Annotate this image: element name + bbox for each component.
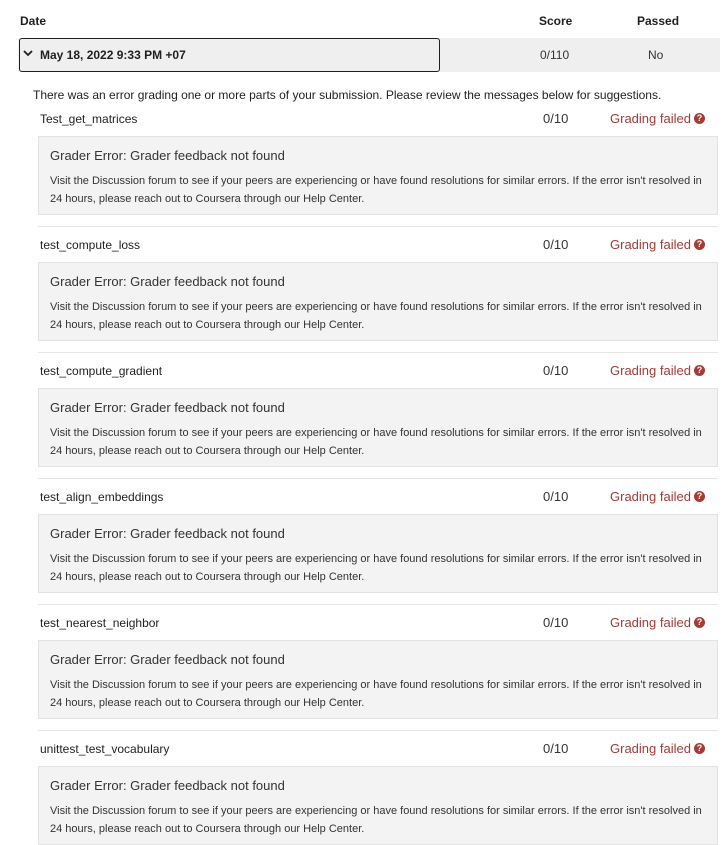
header-passed: Passed [637,14,680,28]
grader-error-box [38,136,718,215]
status-label: Grading failed [610,237,691,252]
help-icon[interactable]: ? [694,239,705,250]
status-label: Grading failed [610,489,691,504]
error-message: Visit the Discussion forum to see if your peers are experiencing or have found resolutions for similar errors. If the error isn't resolved in 24 hours, please reach out to Coursera through our Help Center. [50,805,702,835]
error-title: Grader Error: Grader feedback not found [50,274,285,289]
grader-error-box [38,640,718,719]
submission-score: 0/110 [540,48,570,62]
error-title: Grader Error: Grader feedback not found [50,652,285,667]
test-score: 0/10 [543,111,569,126]
test-score: 0/10 [543,615,569,630]
header-score: Score [539,14,573,28]
test-name: unittest_test_vocabulary [40,742,170,756]
test-result [0,108,728,234]
grader-error-box [38,766,718,845]
submission-passed: No [648,48,664,62]
grader-error-box [38,388,718,467]
error-title: Grader Error: Grader feedback not found [50,400,285,415]
divider [38,730,718,731]
submission-row [18,38,720,72]
test-name: Test_get_matrices [40,112,138,126]
test-status [610,237,705,252]
test-results-list [0,108,728,845]
test-name: test_nearest_neighbor [40,616,160,630]
test-status [610,363,705,378]
test-score: 0/10 [543,741,569,756]
help-icon[interactable]: ? [694,113,705,124]
test-result [0,612,728,738]
test-result [0,486,728,612]
status-label: Grading failed [610,111,691,126]
status-label: Grading failed [610,741,691,756]
test-result [0,738,728,845]
error-message: Visit the Discussion forum to see if your peers are experiencing or have found resolutions for similar errors. If the error isn't resolved in 24 hours, please reach out to Coursera through our Help Center. [50,679,702,709]
submission-toggle-button[interactable] [19,38,440,72]
test-score: 0/10 [543,489,569,504]
help-icon[interactable]: ? [694,617,705,628]
help-icon[interactable]: ? [694,365,705,376]
error-message: Visit the Discussion forum to see if your peers are experiencing or have found resolutions for similar errors. If the error isn't resolved in 24 hours, please reach out to Coursera through our Help Center. [50,553,702,583]
header-date: Date [20,14,47,28]
test-name: test_align_embeddings [40,490,164,504]
test-score: 0/10 [543,363,569,378]
test-status [610,111,705,126]
error-title: Grader Error: Grader feedback not found [50,526,285,541]
test-result [0,234,728,360]
grading-error-notice: There was an error grading one or more parts of your submission. Please review the messages below for suggestions. [33,88,662,102]
test-status [610,741,705,756]
error-title: Grader Error: Grader feedback not found [50,148,285,163]
grader-error-box [38,262,718,341]
help-icon[interactable]: ? [694,491,705,502]
chevron-down-icon [23,48,33,58]
divider [38,226,718,227]
error-message: Visit the Discussion forum to see if your peers are experiencing or have found resolutions for similar errors. If the error isn't resolved in 24 hours, please reach out to Coursera through our Help Center. [50,301,702,331]
test-result [0,360,728,486]
status-label: Grading failed [610,615,691,630]
divider [38,352,718,353]
divider [38,478,718,479]
help-icon[interactable]: ? [694,743,705,754]
status-label: Grading failed [610,363,691,378]
table-header [0,0,728,40]
test-status [610,615,705,630]
error-message: Visit the Discussion forum to see if your peers are experiencing or have found resolutions for similar errors. If the error isn't resolved in 24 hours, please reach out to Coursera through our Help Center. [50,427,702,457]
divider [38,604,718,605]
error-message: Visit the Discussion forum to see if your peers are experiencing or have found resolutions for similar errors. If the error isn't resolved in 24 hours, please reach out to Coursera through our Help Center. [50,175,702,205]
grader-error-box [38,514,718,593]
error-title: Grader Error: Grader feedback not found [50,778,285,793]
test-name: test_compute_gradient [40,364,163,378]
test-name: test_compute_loss [40,238,141,252]
test-status [610,489,705,504]
test-score: 0/10 [543,237,569,252]
submission-date: May 18, 2022 9:33 PM +07 [40,48,186,62]
